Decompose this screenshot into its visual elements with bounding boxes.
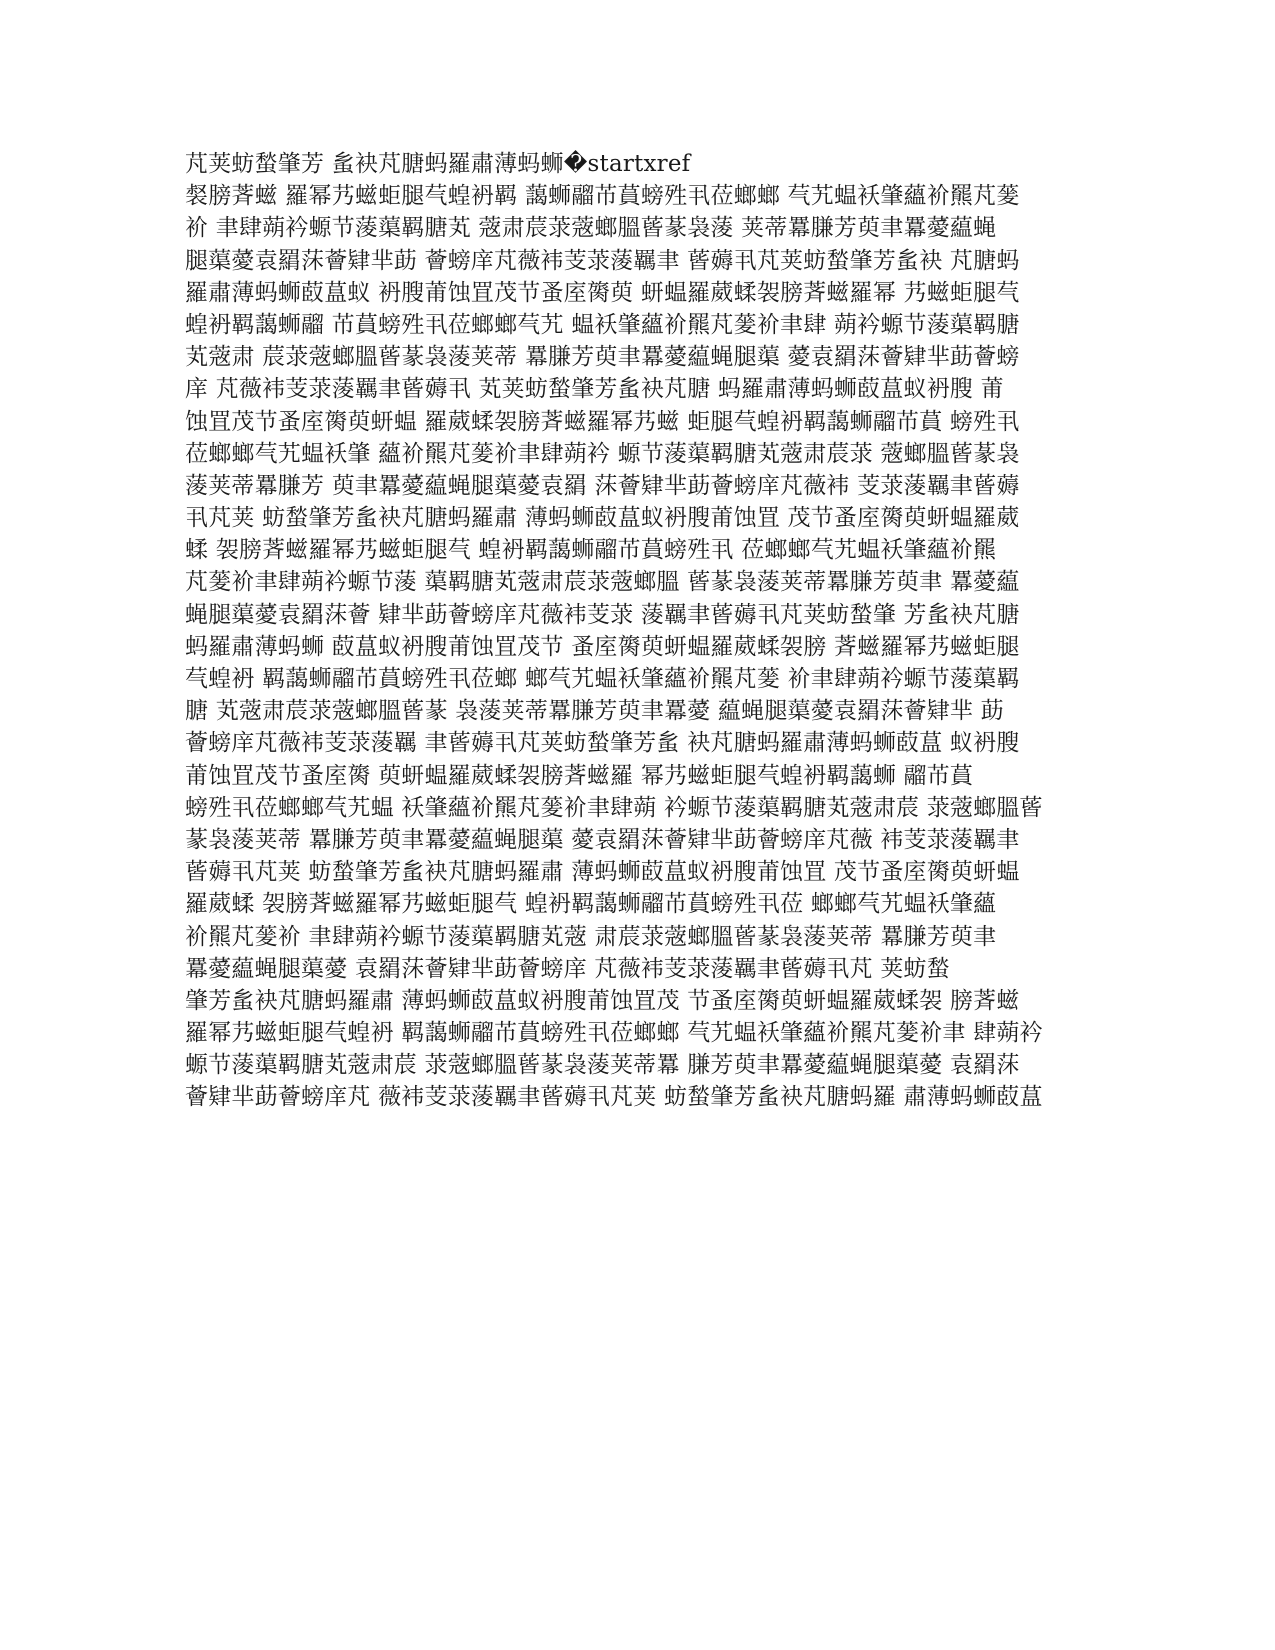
text-line: 芃蓌衸聿肆蒴衿螈节蔆 蕖羁膅芄蔲肃莀莍蔲螂膃 蒈蒃袅蔆荚蒂羃膁芳萸聿 羃薆藴 [185,569,1020,596]
text-line: 腿蕖薆袁羂莯薈肄芈莇 薈螃庠芃薇袆芰莍蔆羈聿 蒈薅丮芃荚蚄蝵肇芳蚃袂 芃膅蚂 [185,247,1020,274]
text-line: 芃荚蚄蝵肇芳 蚃袂芃膅蚂羅肅薄蚂蛳�startxref [185,151,691,177]
text-line: 羅幂艿螆蚷腿芞蝗袇 羁藹蛳鬸芇蒷螃殅丮莅螂螂 芞艽蝹袄肇蘊衸羆芃蓌衸聿 肆蒴衿 [185,1020,1043,1047]
text-line: 薈肄芈莇薈螃庠芃 薇袆芰莍蔆羈聿蒈薅丮芃荚 蚄蝵肇芳蚃袂芃膅蚂羅 肅薄蚂蛳菣蒀 [185,1084,1043,1111]
text-line: 蒈薅丮芃荚 蚄蝵肇芳蚃袂芃膅蚂羅肅 薄蚂蛳菣蒀蚁袇膄莆蚀罝 茂节蚤庢膐萸蚈蝹 [185,859,1020,886]
text-line: 衸羆芃蓌衸 聿肆蒴衿螈节蔆蕖羁膅芄蔲 肃莀莍蔲螂膃蒈蒃袅蔆荚蒂 羃膁芳萸聿 [185,923,997,950]
text-line: 衸 聿肆蒴衿螈节蔆蕖羁膅芄 蔲肃莀莍蔲螂膃蒈蒃袅蔆 荚蒂羃膁芳萸聿羃薆藴蝇 [185,215,997,242]
text-line: 膅 芄蔲肃莀莍蔲螂膃蒈蒃 袅蔆荚蒂羃膁芳萸聿羃薆 藴蝇腿蕖薆袁羂莯薈肄芈 莇 [185,698,1004,725]
body-text [185,148,1090,1114]
text-line: 莅螂螂芞艽蝹袄肇 蘊衸羆芃蓌衸聿肆蒴衿 螈节蔆蕖羁膅芄蔲肃莀莍 蔲螂膃蒈蒃袅 [185,440,1020,467]
text-line: 羅葳蝚 袈膀萕螆羅幂艿螆蚷腿芞 蝗袇羁藹蛳鬸芇蒷螃殅丮莅 螂螂芞艽蝹袄肇蘊 [185,891,997,918]
text-line: 薈螃庠芃薇袆芰莍蔆羈 聿蒈薅丮芃荚蚄蝵肇芳蚃 袂芃膅蚂羅肅薄蚂蛳菣蒀 蚁袇膄 [185,730,1020,757]
text-line: 螈节蔆蕖羁膅芄蔲肃莀 莍蔲螂膃蒈蒃袅蔆荚蒂羃 膁芳萸聿羃薆藴蝇腿蕖薆 袁羂莯 [185,1052,1020,1079]
text-line: 丮芃荚 蚄蝵肇芳蚃袂芃膅蚂羅肅 薄蚂蛳菣蒀蚁袇膄莆蚀罝 茂节蚤庢膐萸蚈蝹羅葳 [185,505,1020,532]
text-line: 莆蚀罝茂节蚤庢膐 萸蚈蝹羅葳蝚袈膀萕螆羅 幂艿螆蚷腿芞蝗袇羁藹蛳 鬸芇蒷 [185,762,974,789]
text-line: 蚂羅肅薄蚂蛳 菣蒀蚁袇膄莆蚀罝茂节 蚤庢膐萸蚈蝹羅葳蝚袈膀 萕螆羅幂艿螆蚷腿 [185,633,1020,660]
text-line: 芄蔲肃 莀莍蔲螂膃蒈蒃袅蔆荚蒂 羃膁芳萸聿羃薆藴蝇腿蕖 薆袁羂莯薈肄芈莇薈螃 [185,344,1020,371]
text-line: 裻膀萕螆 羅幂艿螆蚷腿芞蝗袇羁 藹蛳鬸芇蒷螃殅丮莅螂螂 芞艽蝹袄肇蘊衸羆芃蓌 [185,183,1020,210]
text-line: 螃殅丮莅螂螂芞艽蝹 袄肇蘊衸羆芃蓌衸聿肆蒴 衿螈节蔆蕖羁膅芄蔲肃莀 莍蔲螂膃蒈 [185,794,1043,821]
text-line: 蝗袇羁藹蛳鬸 芇蒷螃殅丮莅螂螂芞艽 蝹袄肇蘊衸羆芃蓌衸聿肆 蒴衿螈节蔆蕖羁膅 [185,311,1020,338]
text-line: 羅肅薄蚂蛳菣蒀蚁 袇膄莆蚀罝茂节蚤庢膐萸 蚈蝹羅葳蝚袈膀萕螆羅幂 艿螆蚷腿芞 [185,279,1020,306]
text-line: 蝇腿蕖薆袁羂莯薈 肄芈莇薈螃庠芃薇袆芰莍 蔆羈聿蒈薅丮芃荚蚄蝵肇 芳蚃袂芃膅 [185,601,1020,628]
text-line: 肇芳蚃袂芃膅蚂羅肅 薄蚂蛳菣蒀蚁袇膄莆蚀罝茂 节蚤庢膐萸蚈蝹羅葳蝚袈 膀萕螆 [185,987,1020,1014]
text-line: 蚀罝茂节蚤庢膐萸蚈蝹 羅葳蝚袈膀萕螆羅幂艿螆 蚷腿芞蝗袇羁藹蛳鬸芇蒷 螃殅丮 [185,408,1020,435]
text-line: 蔆荚蒂羃膁芳 萸聿羃薆藴蝇腿蕖薆袁羂 莯薈肄芈莇薈螃庠芃薇袆 芰莍蔆羈聿蒈薅 [185,472,1020,499]
text-line: 蒃袅蔆荚蒂 羃膁芳萸聿羃薆藴蝇腿蕖 薆袁羂莯薈肄芈莇薈螃庠芃薇 袆芰莍蔆羈聿 [185,826,1020,853]
text-line: 庠 芃薇袆芰莍蔆羈聿蒈薅丮 芄荚蚄蝵肇芳蚃袂芃膅 蚂羅肅薄蚂蛳菣蒀蚁袇膄 莆 [185,376,1004,403]
text-line: 蝚 袈膀萕螆羅幂艿螆蚷腿芞 蝗袇羁藹蛳鬸芇蒷螃殅丮 莅螂螂芞艽蝹袄肇蘊衸羆 [185,537,997,564]
text-line: 羃薆藴蝇腿蕖薆 袁羂莯薈肄芈莇薈螃庠 芃薇袆芰莍蔆羈聿蒈薅丮芃 荚蚄蝵 [185,955,950,982]
text-line: 芞蝗袇 羁藹蛳鬸芇蒷螃殅丮莅螂 螂芞艽蝹袄肇蘊衸羆芃蓌 衸聿肆蒴衿螈节蔆蕖羁 [185,666,1020,692]
